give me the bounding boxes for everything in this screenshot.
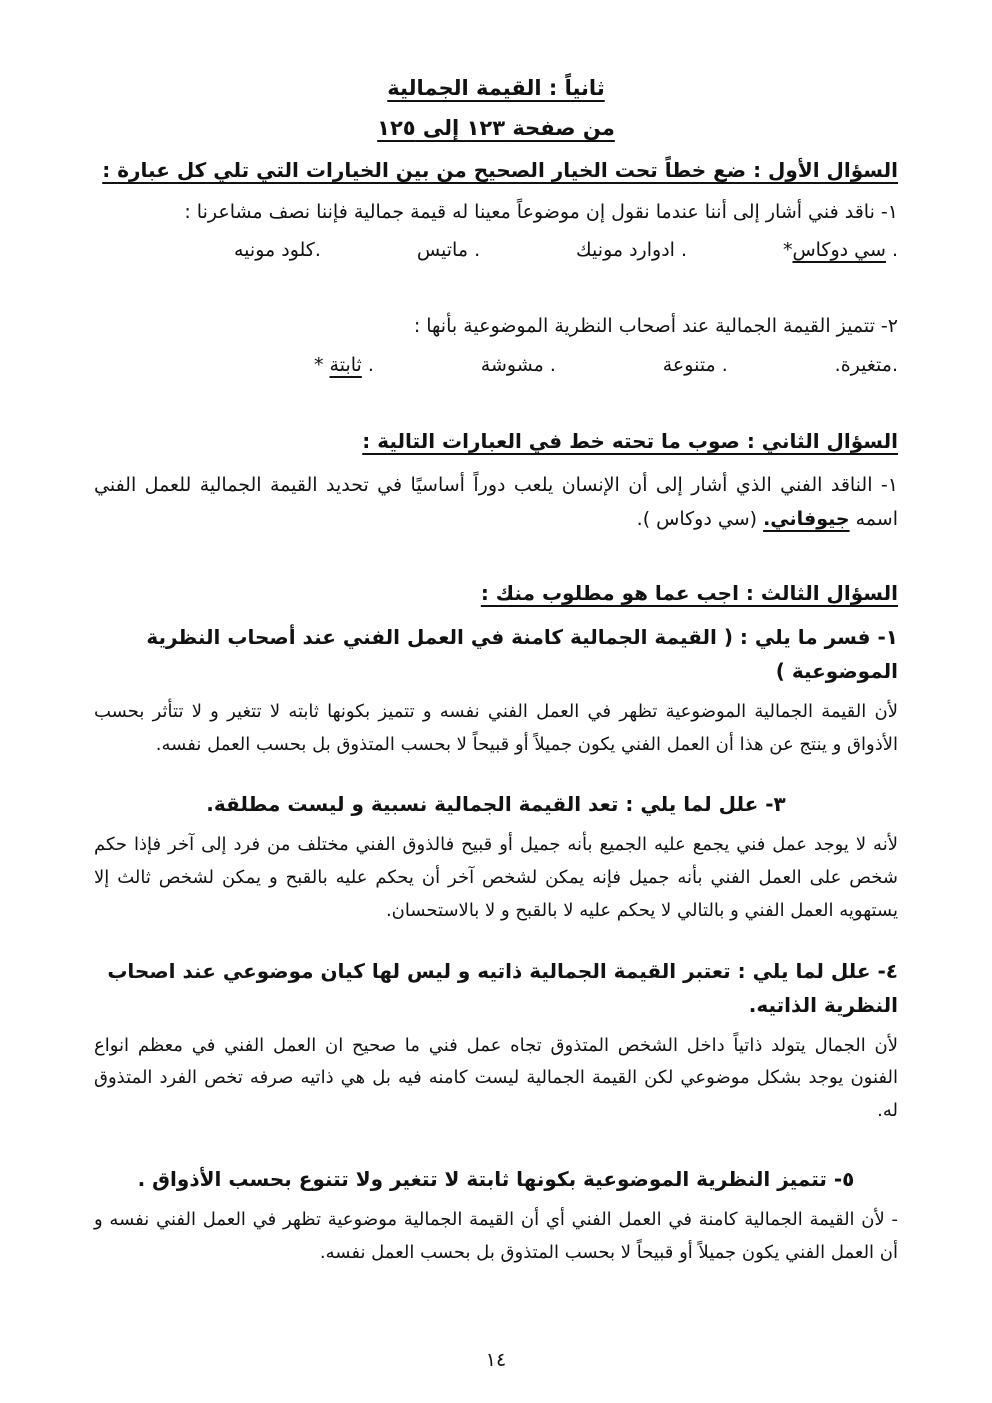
question-1-heading: السؤال الأول : ضع خطاً تحت الخيار الصحيح من بين الخيارات التي تلي كل عبارة :	[102, 157, 898, 182]
question-2-heading: السؤال الثاني : صوب ما تحته خط في العبارات التالية :	[362, 428, 898, 453]
option-prefix: .	[543, 353, 556, 376]
question-2-item-1-text	[94, 468, 898, 536]
option-label: ماتيس	[416, 239, 469, 262]
question-1-item-2-text: ٢- تتميز القيمة الجمالية عند أصحاب النظرية الموضوعية بأنها :	[413, 315, 898, 338]
option-prefix: .	[314, 239, 321, 262]
page-number: ١٤	[485, 1349, 507, 1371]
question-1-item-1-text: ١- ناقد فني أشار إلى أننا عندما نقول إن موضوعاً معينا له قيمة جمالية فإننا نصف مشاعرنا :	[184, 200, 898, 223]
option-label: مشوشة	[480, 353, 544, 376]
option-matisse	[417, 239, 480, 261]
correct-answer-marker: *	[314, 353, 330, 376]
option-label: كلود مونيه	[234, 239, 315, 262]
option-label-underlined: ثابتة	[329, 353, 362, 376]
option-prefix: .	[891, 353, 898, 376]
underlined-word-to-correct: جيوفاني.	[763, 507, 850, 530]
option-label: متغيرة.	[834, 353, 892, 376]
option-confused	[481, 354, 556, 376]
question-3-item-3-answer: لأنه لا يوجد عمل فني يجمع عليه الجميع بأنه جميل أو قبيح فالذوق الفني مختلف من فرد إلى آخر فإذا حكم شخص على العمل الفني بأنه جميل فإنه يمكن لشخص آخر أن يحكم عليه بالقبح و يمكن لشخص ثالث إلا يستهويه العمل الفني و بالتالي لا يحكم عليه لا بالقبح و لا بالاستحسان.	[94, 834, 898, 921]
option-label-underlined: سي دوكاس	[792, 239, 886, 262]
option-prefix: .	[674, 239, 688, 262]
option-prefix: .	[361, 353, 374, 376]
question-1-item-2-options	[94, 354, 898, 376]
option-prefix: .	[715, 353, 728, 376]
option-varied	[663, 354, 728, 376]
page-subtitle: من صفحة ١٢٣ إلى ١٢٥	[377, 116, 615, 141]
question-3-item-1-heading: ١- فسر ما يلي : ( القيمة الجمالية كامنة في العمل الفني عند أصحاب النظرية الموضوعية )	[146, 624, 898, 683]
question-3-item-5-heading: ٥- تتميز النظرية الموضوعية بكونها ثابتة لا تتغير ولا تتنوع بحسب الأذواق .	[137, 1166, 855, 1191]
option-fixed	[314, 354, 374, 376]
option-si-ducasse	[783, 239, 898, 261]
option-edouard-monik	[576, 239, 687, 261]
question-3-item-1-answer: لأن القيمة الجمالية الموضوعية تظهر في العمل الفني نفسه و تتميز بكونها ثابته لا تتغير و لا تتأثر بحسب الأذواق و ينتج عن هذا أن العمل الفني يكون جميلاً أو قبيحاً لا بحسب المتذوق بل بحسب العمل نفسه.	[94, 700, 898, 755]
page-title: ثانياً : القيمة الجمالية	[387, 76, 605, 100]
question-3-item-4-answer: لأن الجمال يتولد ذاتياً داخل الشخص المتذوق تجاه عمل فني ما صحيح ان العمل الفني في معظم انواع الفنون يوجد بشكل موضوعي لكن القيمة الجمالية ليست كامنه فيه بل هي ذاتيه صرفه تخص الفرد المتذوق له.	[94, 1034, 898, 1122]
option-label: ادوارد مونيك	[576, 239, 675, 262]
option-changing	[835, 354, 898, 376]
question-3-heading: السؤال الثالث : اجب عما هو مطلوب منك :	[480, 580, 898, 605]
option-claude-monet	[234, 239, 321, 261]
option-prefix: .	[468, 239, 481, 262]
correct-answer-marker: *	[782, 239, 793, 262]
question-3-item-5-answer: - لأن القيمة الجمالية كامنة في العمل الفني أي أن القيمة الجمالية موضوعية تظهر في العمل الفني نفسه و أن العمل الفني يكون جميلاً أو قبيحاً لا بحسب المتذوق بل بحسب العمل نفسه.	[94, 1208, 898, 1263]
text-segment-before: ١- الناقد الفني الذي أشار إلى أن الإنسان يلعب دوراً أساسيًا في تحديد القيمة الجمالية للعمل الفني اسمه	[94, 473, 898, 530]
question-3-item-4-heading: ٤- علل لما يلي : تعتبر القيمة الجمالية ذاتيه و ليس لها كيان موضوعي عند اصحاب النظرية الذاتيه.	[107, 958, 898, 1017]
question-3-item-3-heading: ٣- علل لما يلي : تعد القيمة الجمالية نسبية و ليست مطلقة.	[206, 792, 786, 817]
option-label: متنوعة	[662, 353, 716, 376]
text-segment-after: (سي دوكاس ).	[636, 507, 764, 530]
question-1-item-1-options	[94, 239, 898, 261]
option-prefix: .	[885, 239, 898, 262]
